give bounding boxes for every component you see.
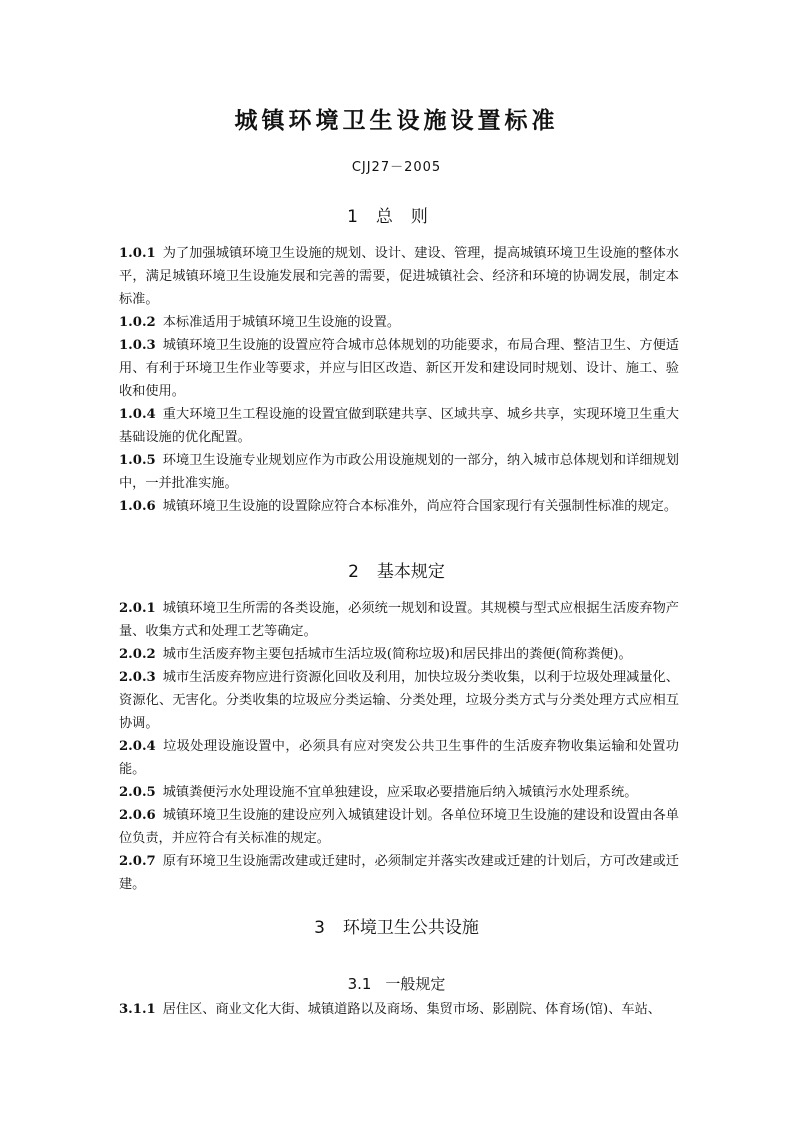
clause-number: 2.0.1 <box>119 601 156 616</box>
clause-text: 城镇粪便污水处理设施不宜单独建设，应采取必要措施后纳入城镇污水处理系统。 <box>162 785 638 800</box>
chapter-2-heading <box>0 557 793 582</box>
clause-text: 城市生活废弃物主要包括城市生活垃圾(简称垃圾)和居民排出的粪便(简称粪便)。 <box>162 647 632 662</box>
chapter-title: 总则 <box>375 207 446 227</box>
chapter-2-clauses <box>119 597 679 896</box>
clause <box>119 850 679 896</box>
standard-code: CJJ27－2005 <box>351 160 442 175</box>
clause <box>119 643 679 666</box>
clause <box>119 242 679 311</box>
clause-text: 本标准适用于城镇环境卫生设施的设置。 <box>162 315 401 330</box>
chapter-title: 基本规定 <box>376 562 445 582</box>
clause-number: 2.0.6 <box>119 808 156 823</box>
clause-number: 2.0.4 <box>119 739 156 754</box>
clause-text: 垃圾处理设施设置中，必须具有应对突发公共卫生事件的生活废弃物收集运输和处置功能。 <box>119 739 679 777</box>
clause <box>119 449 679 495</box>
clause-text: 城镇环境卫生所需的各类设施，必须统一规划和设置。其规模与型式应根据生活废弃物产量、收集方式和处理工艺等确定。 <box>119 601 679 639</box>
clause-number: 1.0.2 <box>119 315 156 330</box>
clause <box>119 597 679 643</box>
clause-text: 城镇环境卫生设施的建设应列入城镇建设计划。各单位环境卫生设施的建设和设置由各单位负责，并应符合有关标准的规定。 <box>119 808 679 846</box>
clause-number: 1.0.3 <box>119 338 156 353</box>
clause-number: 3.1.1 <box>119 1002 156 1017</box>
clause-text: 重大环境卫生工程设施的设置宜做到联建共享、区域共享、城乡共享，实现环境卫生重大基础设施的优化配置。 <box>119 407 679 445</box>
section-3-1-heading <box>0 973 793 994</box>
clause <box>119 804 679 850</box>
clause <box>119 334 679 403</box>
clause-text: 为了加强城镇环境卫生设施的规划、设计、建设、管理，提高城镇环境卫生设施的整体水平，满足城镇环境卫生设施发展和完善的需要，促进城镇社会、经济和环境的协调发展，制定本标准。 <box>119 246 679 307</box>
clause-number: 2.0.5 <box>119 785 156 800</box>
section-number: 3.1 <box>347 975 372 993</box>
chapter-1-heading <box>0 202 793 227</box>
chapter-1-clauses <box>119 242 679 518</box>
chapter-3-heading <box>0 913 793 938</box>
clause <box>119 998 679 1021</box>
clause-text: 居住区、商业文化大街、城镇道路以及商场、集贸市场、影剧院、体育场(馆)、车站、 <box>162 1002 661 1017</box>
clause-text: 城镇环境卫生设施的设置除应符合本标准外，尚应符合国家现行有关强制性标准的规定。 <box>162 499 678 514</box>
section-title: 一般规定 <box>385 975 446 993</box>
clause-text: 城镇环境卫生设施的设置应符合城市总体规划的功能要求，布局合理、整洁卫生、方便适用、有利于环境卫生作业等要求，并应与旧区改造、新区开发和建设同时规划、设计、施工、验收和使用。 <box>119 338 679 399</box>
clause-number: 1.0.4 <box>119 407 156 422</box>
clause <box>119 666 679 735</box>
clause-text: 环境卫生设施专业规划应作为市政公用设施规划的一部分，纳入城市总体规划和详细规划中，一并批准实施。 <box>119 453 679 491</box>
clause-number: 1.0.6 <box>119 499 156 514</box>
clause-number: 2.0.3 <box>119 670 156 685</box>
document-title: 城镇环境卫生设施设置标准 <box>234 108 559 134</box>
clause <box>119 403 679 449</box>
chapter-title: 环境卫生公共设施 <box>342 918 479 938</box>
clause <box>119 781 679 804</box>
clause-text: 原有环境卫生设施需改建或迁建时，必须制定并落实改建或迁建的计划后，方可改建或迁建。 <box>119 854 679 892</box>
clause-number: 1.0.1 <box>119 246 156 261</box>
chapter-number: 2 <box>348 562 359 582</box>
section-3-1-clauses <box>119 998 679 1021</box>
clause-number: 2.0.7 <box>119 854 156 869</box>
clause <box>119 495 679 518</box>
chapter-number: 1 <box>347 207 358 227</box>
clause-text: 城市生活废弃物应进行资源化回收及利用，加快垃圾分类收集，以利于垃圾处理减量化、资源化、无害化。分类收集的垃圾应分类运输、分类处理，垃圾分类方式与分类处理方式应相互协调。 <box>119 670 679 731</box>
chapter-number: 3 <box>314 918 325 938</box>
clause <box>119 311 679 334</box>
clause <box>119 735 679 781</box>
clause-number: 2.0.2 <box>119 647 156 662</box>
clause-number: 1.0.5 <box>119 453 156 468</box>
